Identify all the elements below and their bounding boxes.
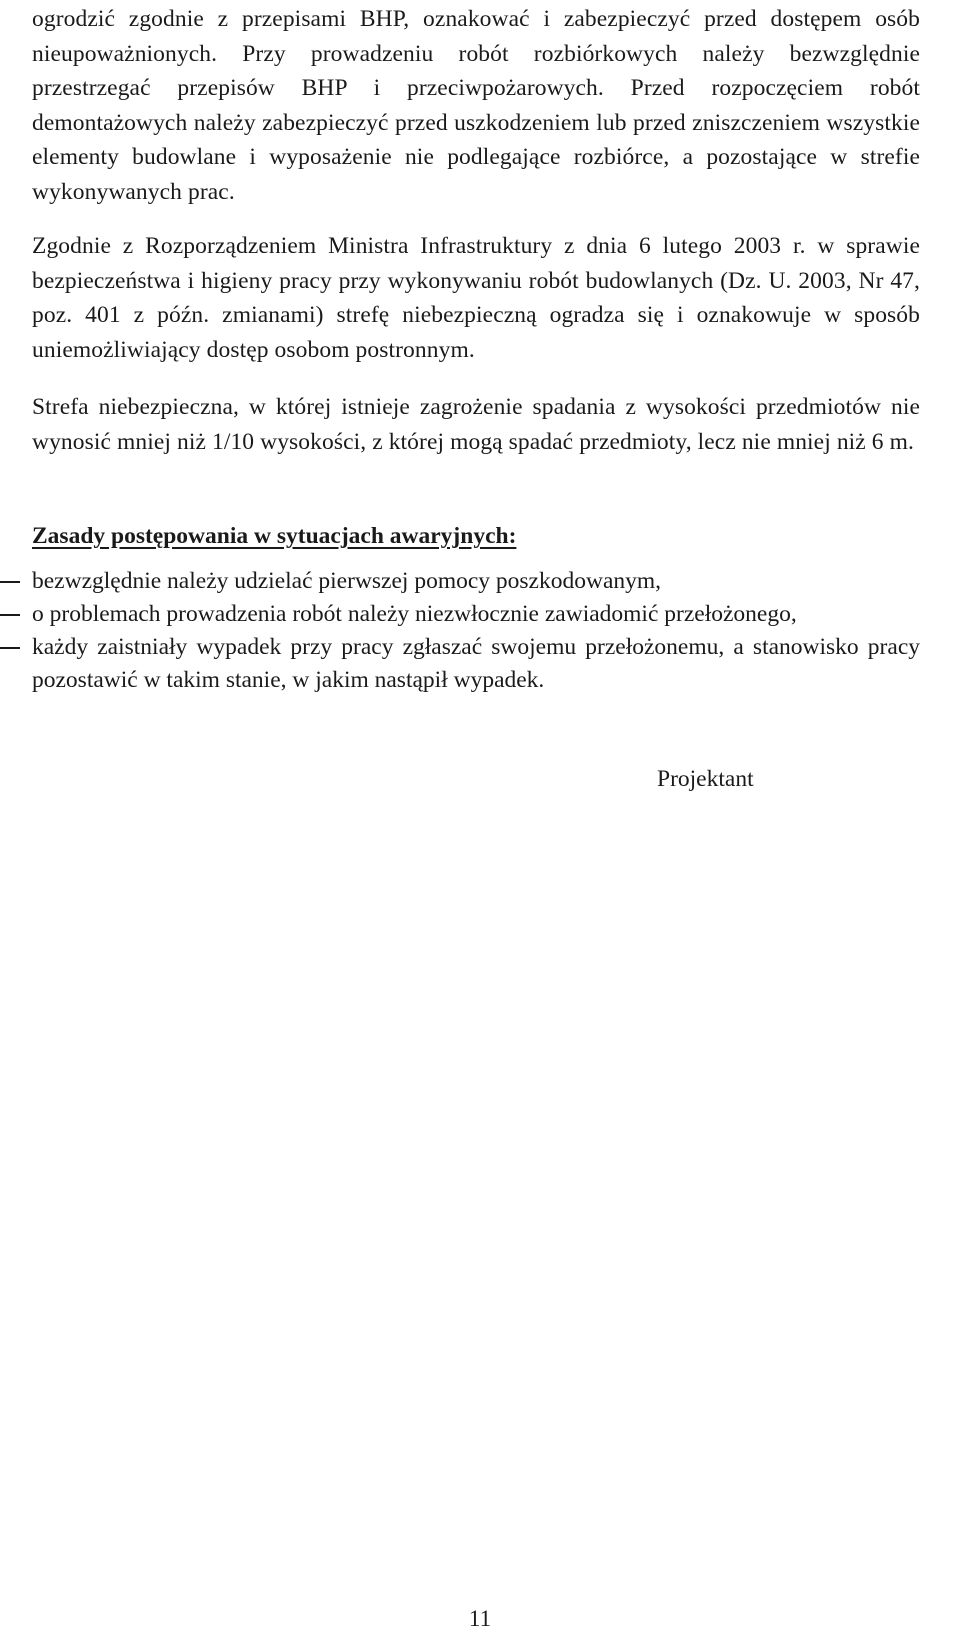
emergency-procedures-list <box>0 565 920 697</box>
dash-bullet-icon <box>0 614 20 616</box>
emergency-procedures-heading: Zasady postępowania w sytuacjach awaryjnych: <box>32 523 517 549</box>
list-item-text: bezwzględnie należy udzielać pierwszej pomocy poszkodowanym, <box>32 568 662 594</box>
paragraph-text: Strefa niebezpieczna, w której istnieje zagrożenie spadania z wysokości przedmiotów nie wynosić mniej niż 1/10 wysokości, z której mogą spadać przedmioty, lecz nie mniej niż 6 m. <box>32 394 920 455</box>
safety-paragraph <box>32 2 920 210</box>
regulation-paragraph <box>32 229 920 367</box>
list-item <box>0 631 920 697</box>
danger-zone-paragraph <box>32 390 920 459</box>
list-item-text: każdy zaistniały wypadek przy pracy zgłaszać swojemu przełożonemu, a stanowisko pracy pozostawić w takim stanie, w jakim nastąpił wypadek. <box>32 634 920 693</box>
paragraph-text: Zgodnie z Rozporządzeniem Ministra Infrastruktury z dnia 6 lutego 2003 r. w sprawie bezpieczeństwa i higieny pracy przy wykonywaniu robót budowlanych (Dz. U. 2003, Nr 47, poz. 401 z późn. zmianami) strefę niebezpieczną ogradza się i oznakowuje w sposób uniemożliwiający dostęp osobom postronnym. <box>32 233 920 363</box>
dash-bullet-icon <box>0 647 20 649</box>
list-item <box>0 598 920 631</box>
list-item <box>0 565 920 598</box>
dash-bullet-icon <box>0 581 20 583</box>
page-number: 11 <box>468 1606 492 1631</box>
signature-label: Projektant <box>657 766 754 792</box>
list-item-text: o problemach prowadzenia robót należy niezwłocznie zawiadomić przełożonego, <box>32 601 797 627</box>
paragraph-text: ogrodzić zgodnie z przepisami BHP, oznakować i zabezpieczyć przed dostępem osób nieupoważnionych. Przy prowadzeniu robót rozbiórkowych należy bezwzględnie przestrzegać przepisów BHP i przeciwpożarowych. Przed rozpoczęciem robót demontażowych należy zabezpieczyć przed uszkodzeniem lub przed zniszczeniem wszystkie elementy budowlane i wyposażenie nie podlegające rozbiórce, a pozostające w strefie wykonywanych prac. <box>32 6 920 205</box>
